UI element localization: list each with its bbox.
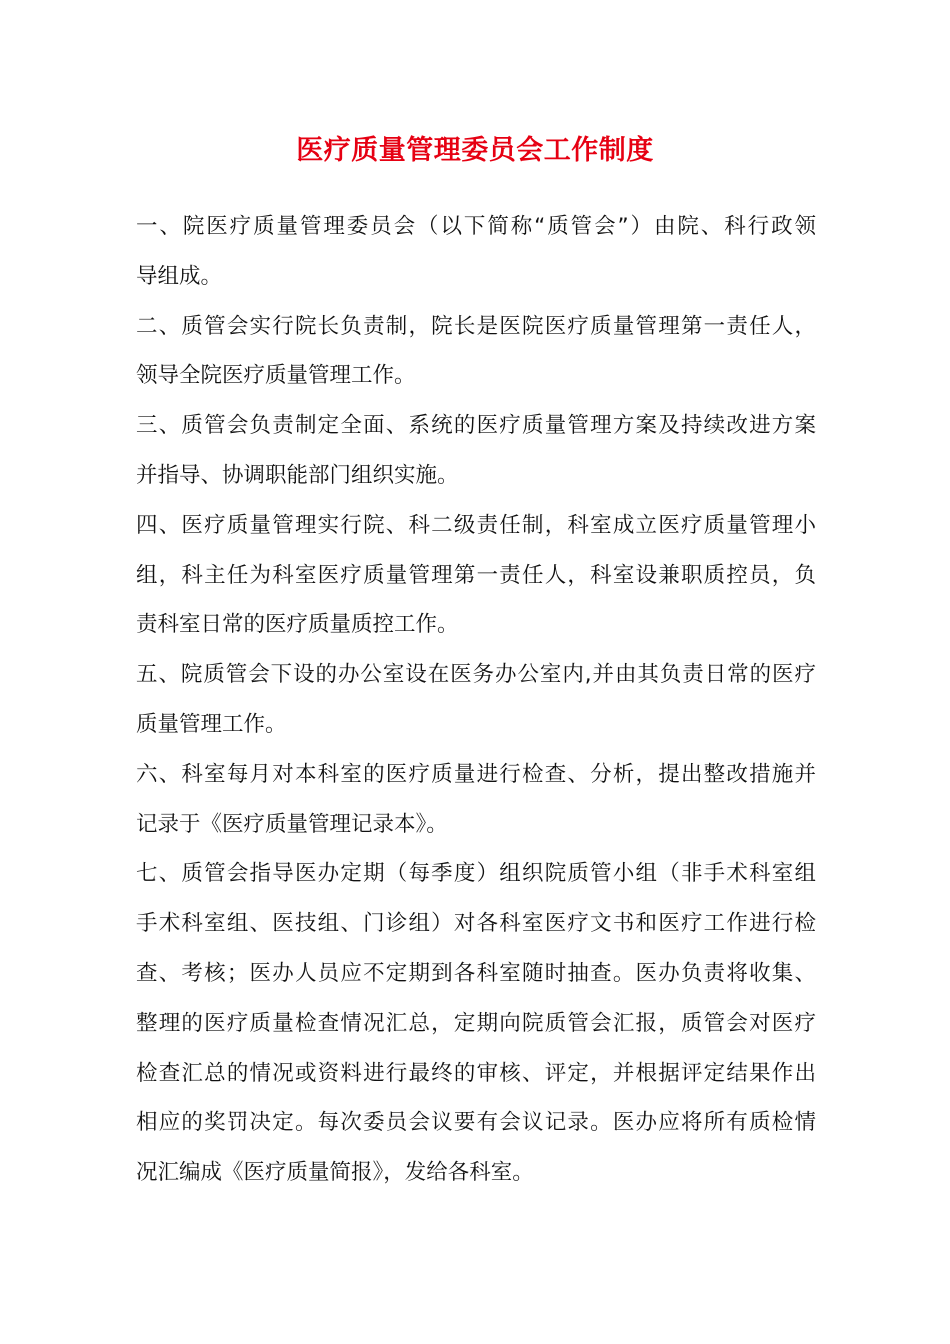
clause-line: 整理的医疗质量检查情况汇总，定期向院质管会汇报，质管会对医疗 <box>136 1010 816 1036</box>
clause-paragraph <box>136 401 816 501</box>
clause-line: 况汇编成《医疗质量简报》，发给各科室。 <box>136 1160 534 1186</box>
clause-paragraph <box>136 202 816 302</box>
clause-line: 五、院质管会下设的办公室设在医务办公室内,并由其负责日常的医疗 <box>136 662 816 688</box>
clause-paragraph <box>136 750 816 850</box>
clause-line: 三、质管会负责制定全面、系统的医疗质量管理方案及持续改进方案 <box>136 413 816 439</box>
clause-line: 导组成。 <box>136 263 223 289</box>
clause-line: 质量管理工作。 <box>136 711 287 737</box>
clause-line: 手术科室组、医技组、门诊组）对各科室医疗文书和医疗工作进行检 <box>136 911 816 937</box>
document-body <box>136 202 816 1198</box>
page-title: 医疗质量管理委员会工作制度 <box>296 135 654 166</box>
clause-line: 领导全院医疗质量管理工作。 <box>136 363 416 389</box>
clause-paragraph <box>136 849 816 1198</box>
clause-line: 二、质管会实行院长负责制，院长是医院医疗质量管理第一责任人， <box>136 313 816 339</box>
clause-line: 记录于《医疗质量管理记录本》。 <box>136 811 448 837</box>
clause-paragraph <box>136 650 816 750</box>
clause-line: 并指导、协调职能部门组织实施。 <box>136 462 459 488</box>
clause-paragraph <box>136 501 816 650</box>
clause-line: 一、院医疗质量管理委员会（以下简称“质管会”）由院、科行政领 <box>136 214 816 239</box>
clause-line: 六、科室每月对本科室的医疗质量进行检查、分析，提出整改措施并 <box>136 761 816 787</box>
clause-line: 检查汇总的情况或资料进行最终的审核、评定，并根据评定结果作出 <box>136 1060 816 1086</box>
clause-line: 四、医疗质量管理实行院、科二级责任制，科室成立医疗质量管理小 <box>136 512 816 538</box>
clause-paragraph <box>136 302 816 402</box>
clause-line: 查、考核；医办人员应不定期到各科室随时抽查。医办负责将收集、 <box>136 960 816 986</box>
clause-line: 责科室日常的医疗质量质控工作。 <box>136 612 459 638</box>
clause-line: 七、质管会指导医办定期（每季度）组织院质管小组（非手术科室组 <box>136 861 816 887</box>
clause-line: 相应的奖罚决定。每次委员会议要有会议记录。医办应将所有质检情 <box>136 1110 816 1136</box>
clause-line: 组，科主任为科室医疗质量管理第一责任人，科室设兼职质控员，负 <box>136 562 816 588</box>
